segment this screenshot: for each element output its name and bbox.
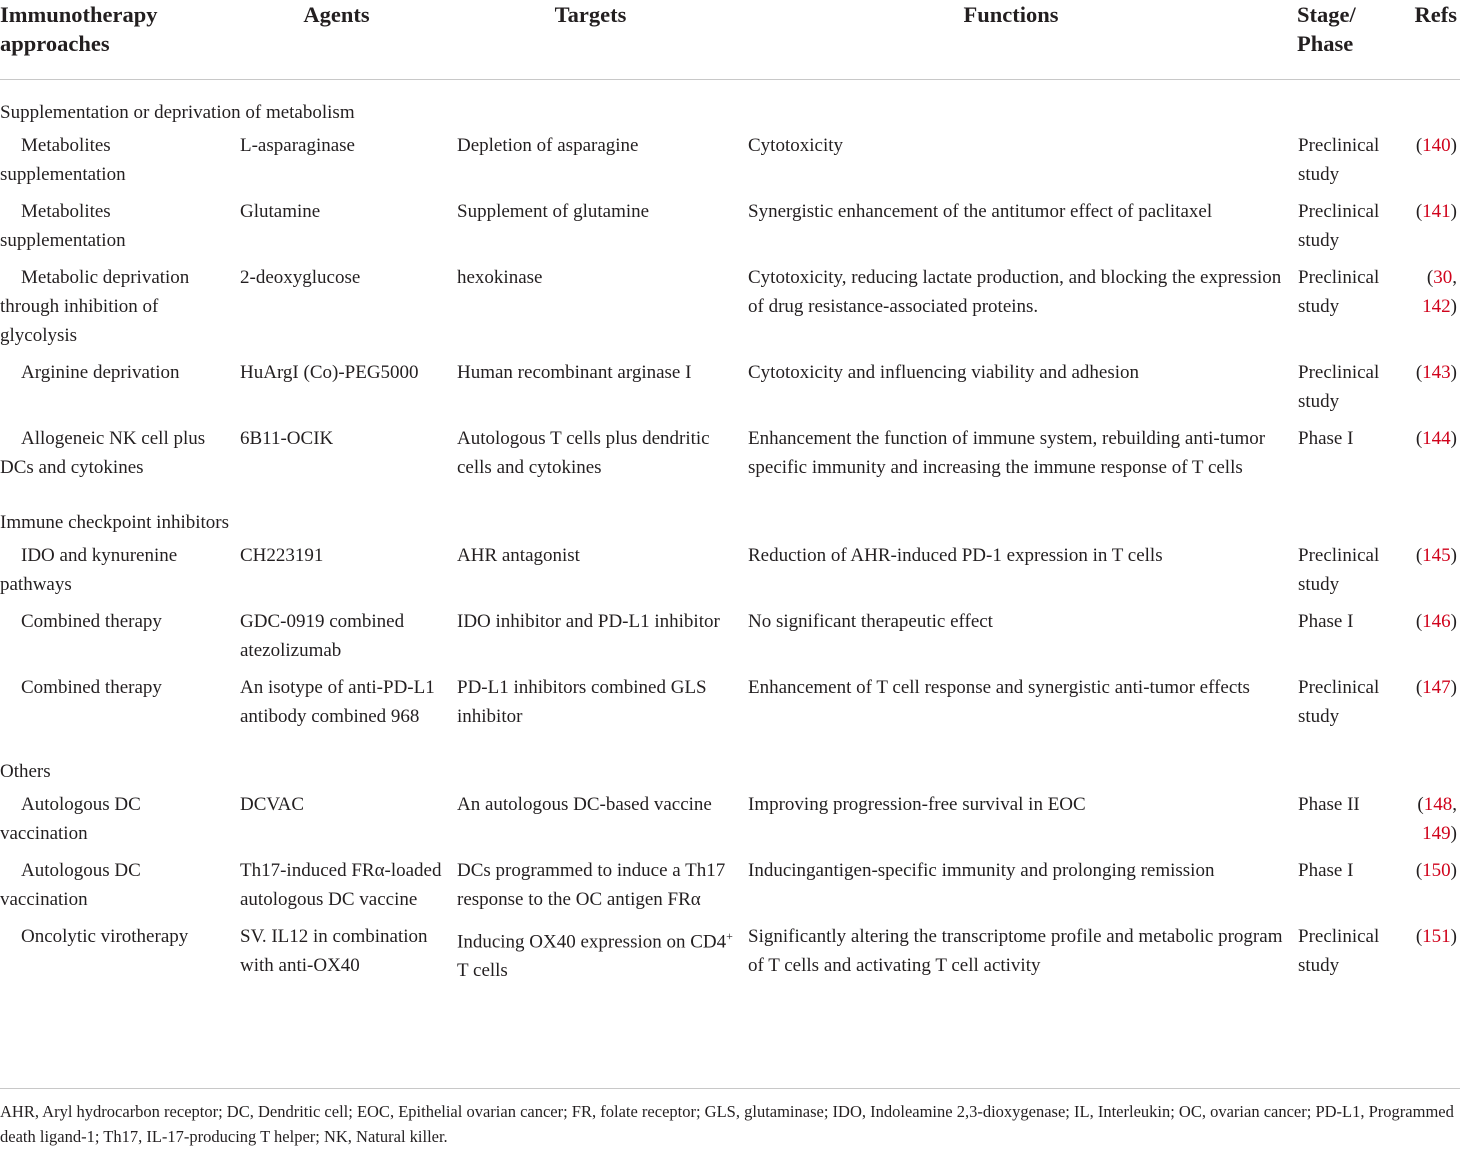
cell-targets-text: Inducing OX40 expression on CD4 <box>457 931 727 953</box>
cell-agents: DCVAC <box>240 794 305 815</box>
cell-functions: Significantly altering the transcriptome profile and metabolic program of T cells and activating T cell activity <box>748 926 1283 976</box>
cell-agents: An isotype of anti-PD-L1 antibody combined 968 <box>240 677 435 727</box>
cell-agents: SV. IL12 in combination with anti-OX40 <box>240 926 428 976</box>
cell-stage: Phase I <box>1298 860 1354 881</box>
cell-targets: Depletion of asparagine <box>457 135 639 156</box>
group-row <box>0 80 1460 132</box>
cell-functions: Reduction of AHR-induced PD-1 expression in T cells <box>748 545 1163 566</box>
table-row <box>0 424 1460 490</box>
superscript-plus: + <box>726 929 733 943</box>
table-row <box>0 131 1460 197</box>
table-row <box>0 263 1460 358</box>
cell-functions: Improving progression-free survival in EOC <box>748 794 1086 815</box>
cell-refs: (141) <box>1415 201 1457 222</box>
cell-approach: Metabolic deprivation through inhibition of glycolysis <box>0 267 190 346</box>
cell-refs: (151) <box>1415 926 1457 947</box>
cell-targets: AHR antagonist <box>457 545 580 566</box>
cell-stage: Preclinical study <box>1298 362 1380 412</box>
group-row <box>0 739 1460 790</box>
cell-approach: Metabolites supplementation <box>0 201 126 251</box>
cell-functions: Cytotoxicity, reducing lactate production, and blocking the expression of drug resistance-associated proteins. <box>748 267 1282 317</box>
group-row <box>0 490 1460 541</box>
group-title: Others <box>0 761 51 782</box>
cell-refs: (146) <box>1415 611 1457 632</box>
reference-link[interactable]: 149 <box>1422 823 1451 844</box>
table-header-row <box>0 0 1460 80</box>
cell-targets-text-end: T cells <box>457 960 508 982</box>
table-row <box>0 607 1460 673</box>
cell-targets: DCs programmed to induce a Th17 response to the OC antigen FRα <box>457 860 726 910</box>
cell-stage: Preclinical study <box>1298 201 1380 251</box>
cell-functions: Cytotoxicity and influencing viability and adhesion <box>748 362 1140 383</box>
cell-agents: Th17-induced FRα-loaded autologous DC vaccine <box>240 860 442 910</box>
cell-approach: Arginine deprivation <box>21 362 180 383</box>
reference-link[interactable]: 148 <box>1423 794 1453 815</box>
cell-refs: (150) <box>1415 860 1457 881</box>
reference-link[interactable]: 145 <box>1422 545 1451 566</box>
reference-link[interactable]: 143 <box>1422 362 1451 383</box>
reference-link[interactable]: 142 <box>1422 296 1451 317</box>
cell-targets: PD-L1 inhibitors combined GLS inhibitor <box>457 677 707 727</box>
cell-refs: (30, 142) <box>1422 267 1457 317</box>
cell-refs: (148, 149) <box>1417 794 1457 844</box>
cell-targets <box>445 922 736 993</box>
cell-functions: Inducingantigen-specific immunity and prolonging remission <box>748 860 1215 881</box>
cell-functions: Synergistic enhancement of the antitumor effect of paclitaxel <box>748 201 1213 222</box>
cell-refs: (147) <box>1415 677 1457 698</box>
cell-targets: Supplement of glutamine <box>457 201 650 222</box>
cell-approach: Combined therapy <box>21 611 162 632</box>
group-title: Supplementation or deprivation of metabolism <box>0 102 355 123</box>
reference-link[interactable]: 144 <box>1422 428 1451 449</box>
cell-refs: (140) <box>1415 135 1457 156</box>
cell-agents: L-asparaginase <box>240 135 355 156</box>
table-row <box>0 673 1460 739</box>
cell-refs: (144) <box>1415 428 1457 449</box>
cell-targets: IDO inhibitor and PD-L1 inhibitor <box>457 611 720 632</box>
cell-stage: Preclinical study <box>1298 926 1380 976</box>
table-row <box>0 358 1460 424</box>
reference-link[interactable]: 140 <box>1422 135 1451 156</box>
cell-stage: Preclinical study <box>1298 545 1380 595</box>
cell-approach: Autologous DC vaccination <box>0 794 141 844</box>
table-row <box>0 922 1460 993</box>
header-approach: Immunotherapy approaches <box>0 0 228 80</box>
cell-targets: An autologous DC-based vaccine <box>457 794 712 815</box>
cell-functions: Enhancement of T cell response and synergistic anti-tumor effects <box>748 677 1250 698</box>
cell-approach: Autologous DC vaccination <box>0 860 141 910</box>
reference-link[interactable]: 151 <box>1422 926 1451 947</box>
cell-targets: Autologous T cells plus dendritic cells and cytokines <box>457 428 710 478</box>
cell-agents: 2-deoxyglucose <box>240 267 361 288</box>
header-agents: Agents <box>228 0 445 80</box>
reference-link[interactable]: 147 <box>1422 677 1451 698</box>
cell-targets: hexokinase <box>457 267 543 288</box>
cell-approach: Metabolites supplementation <box>0 135 126 185</box>
table-footnote: AHR, Aryl hydrocarbon receptor; DC, Dendritic cell; EOC, Epithelial ovarian cancer; FR, folate receptor; GLS, glutaminase; IDO, Indoleamine 2,3-dioxygenase; IL, Interleukin; OC, ovarian cancer; PD-L1, Programmed death ligand-1; Th17, IL-17-producing T helper; NK, Natural killer. <box>0 1088 1460 1149</box>
header-refs: Refs <box>1394 0 1460 80</box>
cell-refs: (143) <box>1415 362 1457 383</box>
cell-approach: IDO and kynurenine pathways <box>0 545 178 595</box>
cell-functions: Cytotoxicity <box>748 135 843 156</box>
cell-agents: CH223191 <box>240 545 324 566</box>
cell-stage: Phase I <box>1298 428 1354 449</box>
cell-stage: Preclinical study <box>1298 677 1380 727</box>
cell-stage: Phase I <box>1298 611 1354 632</box>
cell-stage: Preclinical study <box>1298 135 1380 185</box>
cell-approach: Combined therapy <box>21 677 162 698</box>
cell-agents: GDC-0919 combined atezolizumab <box>240 611 405 661</box>
table-row <box>0 197 1460 263</box>
reference-link[interactable]: 146 <box>1422 611 1451 632</box>
cell-functions: No significant therapeutic effect <box>748 611 993 632</box>
cell-approach: Oncolytic virotherapy <box>21 926 189 947</box>
cell-refs: (145) <box>1415 545 1457 566</box>
header-stage: Stage/ Phase <box>1286 0 1394 80</box>
reference-link[interactable]: 141 <box>1422 201 1451 222</box>
header-functions: Functions <box>736 0 1286 80</box>
table-row <box>0 541 1460 607</box>
cell-agents: Glutamine <box>240 201 321 222</box>
cell-approach: Allogeneic NK cell plus DCs and cytokines <box>0 428 206 478</box>
table-row <box>0 856 1460 922</box>
table-row <box>0 790 1460 856</box>
cell-agents: 6B11-OCIK <box>240 428 334 449</box>
cell-targets: Human recombinant arginase I <box>457 362 692 383</box>
cell-stage: Phase II <box>1298 794 1360 815</box>
header-targets: Targets <box>445 0 736 80</box>
group-title: Immune checkpoint inhibitors <box>0 512 230 533</box>
cell-functions: Enhancement the function of immune system, rebuilding anti-tumor specific immunity and increasing the immune response of T cells <box>748 428 1266 478</box>
reference-link[interactable]: 150 <box>1422 860 1451 881</box>
cell-agents: HuArgI (Co)-PEG5000 <box>240 362 419 383</box>
reference-link[interactable]: 30 <box>1433 267 1453 288</box>
cell-stage: Preclinical study <box>1298 267 1380 317</box>
table-body <box>0 80 1460 994</box>
